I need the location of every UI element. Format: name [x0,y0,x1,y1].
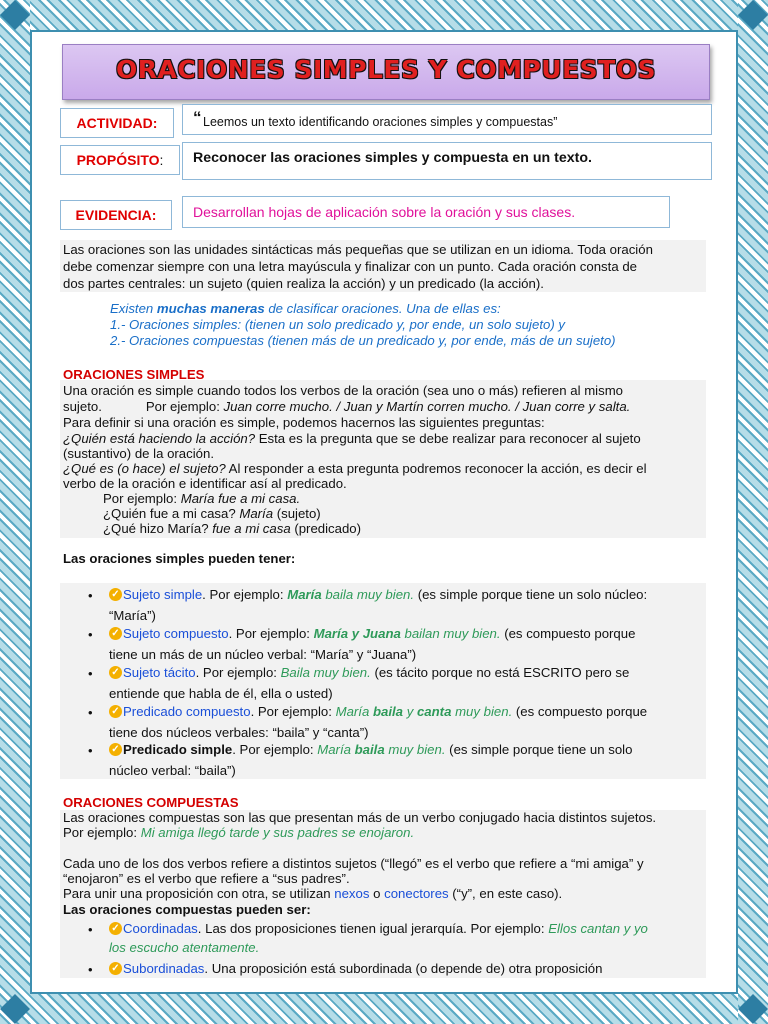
simples-line-4 [63,431,641,447]
item-text: . Por ejemplo: [250,704,336,719]
item-example: bailan muy bien. [400,626,501,641]
list-bullet: • [88,922,93,937]
actividad-value-box [182,104,712,135]
simples-line-5: (sustantivo) de la oración. [63,446,214,461]
list-bullet: • [88,588,93,603]
simples-l8-a: Por ejemplo: [103,491,181,506]
simples-l2-example: Juan corre mucho. / Juan y Martín corren mucho. / Juan corre y salta. [223,399,631,414]
item-text: . Por ejemplo: [232,742,318,757]
item-example: María [317,742,355,757]
intro-line-3: dos partes centrales: un sujeto (quien realiza la acción) y un predicado (la acción). [63,276,544,291]
proposito-label-box [60,145,180,175]
simples-line-7: verbo de la oración e identificar así al predicado. [63,476,347,491]
actividad-label: ACTIVIDAD: [76,115,158,131]
item-example-bold: María [287,587,322,602]
simples-line-3: Para definir si una oración es simple, podemos hacernos las siguientes preguntas: [63,415,545,430]
item-example: y [403,704,417,719]
intro-line-1: Las oraciones son las unidades sintácticas más pequeñas que se utilizan en un idioma. Toda oración [63,242,653,257]
item-term: Subordinadas [123,961,205,976]
check-circle-icon: ✓ [109,627,122,640]
compuestas-line-1: Las oraciones compuestas son las que presentan más de un verbo conjugado hacia distintos sujetos. [63,810,657,825]
simples-l8-example: María fue a mi casa. [180,491,301,506]
item-example-bold: baila [372,704,404,719]
actividad-text: Leemos un texto identificando oraciones simples y compuestas” [203,115,558,129]
title-banner [62,44,710,100]
check-circle-icon: ✓ [109,922,122,935]
compuestas-l5-c: o [369,886,385,901]
item-text: . Las dos proposiciones tienen igual jerarquía. Por ejemplo: [197,921,549,936]
simples-line-6 [63,461,647,477]
check-circle-icon: ✓ [109,705,122,718]
compuestas-can-have: Las oraciones compuestas pueden ser: [63,902,311,917]
nexos-term: nexos [334,886,370,901]
item-text: . Una proposición está subordinada (o depende de) otra proposición [204,961,603,976]
compuestas-l5-a: Para unir una proposición con otra, se utilizan [63,886,335,901]
item-text: . Por ejemplo: [228,626,314,641]
proposito-label: PROPÓSITO [76,152,160,168]
list-item [109,626,635,642]
list-bullet: • [88,743,93,758]
simples-line-1: Una oración es simple cuando todos los verbos de la oración (sea uno o más) refieren al mismo [63,383,624,398]
simples-l10-a: ¿Qué hizo María? [103,521,213,536]
item-explanation: (es compuesto porque [512,704,648,719]
item-term: Sujeto simple [123,587,203,602]
frame-bottom-border [0,994,768,1024]
check-circle-icon: ✓ [109,588,122,601]
list-item [109,742,632,758]
frame-right-border [738,0,768,1024]
item-example: Ellos cantan y yo [548,921,648,936]
check-circle-icon: ✓ [109,962,122,975]
item-example-bold: María y Juana [313,626,401,641]
list-item [109,587,647,603]
list-bullet: • [88,666,93,681]
compuestas-example: Mi amiga llegó tarde y sus padres se enojaron. [140,825,415,840]
item-text: . Por ejemplo: [195,665,281,680]
list-bullet: • [88,705,93,720]
list-bullet: • [88,627,93,642]
compuestas-line-5 [63,886,562,902]
simples-l9-c: (sujeto) [273,506,321,521]
list-item [109,921,648,937]
list-item-continuation: tiene dos núcleos verbales: “baila” y “canta”) [109,725,369,740]
item-example: muy bien. [384,742,446,757]
frame-top-border [0,0,768,30]
simples-can-have: Las oraciones simples pueden tener: [63,551,296,566]
simples-line-2 [63,399,630,415]
simples-l9-a: ¿Quién fue a mi casa? [103,506,240,521]
ways-text-bold: muchas maneras [156,301,265,316]
simples-line-10 [103,521,361,537]
check-circle-icon: ✓ [109,743,122,756]
simples-l10-c: (predicado) [290,521,362,536]
item-example: muy bien. [451,704,513,719]
item-term: Predicado simple [123,742,233,757]
compuestas-line-4: “enojaron” es el verbo que refiere a “sus padres”. [63,871,350,886]
list-bullet: • [88,962,93,977]
conectores-term: conectores [384,886,449,901]
item-explanation: (es compuesto porque [500,626,636,641]
item-text: . Por ejemplo: [202,587,288,602]
list-item-continuation: entiende que habla de él, ella o usted) [109,686,333,701]
ways-text-c: de clasificar oraciones. Una de ellas es: [264,301,501,316]
item-example-bold: baila [354,742,385,757]
list-item [109,704,647,720]
list-item-continuation: los escucho atentamente. [109,940,260,955]
check-circle-icon: ✓ [109,666,122,679]
compuestas-line-2 [63,825,414,841]
item-example: baila muy bien. [321,587,415,602]
evidencia-value-box [182,196,670,228]
item-term: Predicado compuesto [123,704,251,719]
simples-question-2: ¿Qué es (o hace) el sujeto? [63,461,226,476]
item-term: Sujeto compuesto [123,626,229,641]
open-quote: “ [193,108,202,127]
proposito-colon: : [159,152,164,168]
list-item [109,665,629,681]
simples-l9-b: María [239,506,274,521]
item-explanation: (es simple porque tiene un solo núcleo: [414,587,648,602]
item-explanation: (es tácito porque no está ESCRITO pero se [370,665,630,680]
simples-l2-a: sujeto. Por ejemplo: [63,399,224,414]
list-item [109,961,602,977]
compuestas-l5-e: (“y”, en este caso). [448,886,563,901]
page-title: ORACIONES SIMPLES Y COMPUESTOS [116,55,656,84]
ways-text-a: Existen [110,301,157,316]
evidencia-label-box [60,200,172,230]
item-term: Coordinadas [123,921,198,936]
ways-line-1 [110,301,501,317]
list-item-continuation: núcleo verbal: “baila”) [109,763,236,778]
item-example: Baila muy bien. [280,665,371,680]
ways-line-2: 1.- Oraciones simples: (tienen un solo predicado y, por ende, un solo sujeto) y [110,317,565,332]
compuestas-line-3: Cada uno de los dos verbos refiere a distintos sujetos (“llegó” es el verbo que refiere a “mi amiga” y [63,856,644,871]
compuestas-heading: ORACIONES COMPUESTAS [63,795,239,810]
evidencia-label: EVIDENCIA: [75,207,157,223]
simples-l4-b: Esta es la pregunta que se debe realizar para reconocer al sujeto [255,431,641,446]
intro-line-2: debe comenzar siempre con una letra mayúscula y finalizar con un punto. Cada oración consta de [63,259,637,274]
item-explanation: (es simple porque tiene un solo [445,742,633,757]
evidencia-text: Desarrollan hojas de aplicación sobre la oración y sus clases. [193,204,576,220]
proposito-value-box [182,142,712,180]
simples-heading: ORACIONES SIMPLES [63,367,205,382]
item-term: Sujeto tácito [123,665,196,680]
list-item-continuation: tiene un más de un núcleo verbal: “María” y “Juana”) [109,647,417,662]
simples-question-1: ¿Quién está haciendo la acción? [63,431,256,446]
ways-line-3: 2.- Oraciones compuestas (tienen más de un predicado y, por ende, más de un sujeto) [110,333,616,348]
item-example-bold: canta [416,704,452,719]
actividad-label-box [60,108,174,138]
list-item-continuation: “María”) [109,608,156,623]
simples-l10-b: fue a mi casa [212,521,291,536]
simples-line-9 [103,506,321,522]
frame-left-border [0,0,30,1024]
simples-line-8 [103,491,300,507]
compuestas-l2-a: Por ejemplo: [63,825,141,840]
proposito-text: Reconocer las oraciones simples y compuesta en un texto. [193,150,592,166]
item-example: María [335,704,373,719]
simples-l6-b: Al responder a esta pregunta podremos reconocer la acción, es decir el [225,461,647,476]
